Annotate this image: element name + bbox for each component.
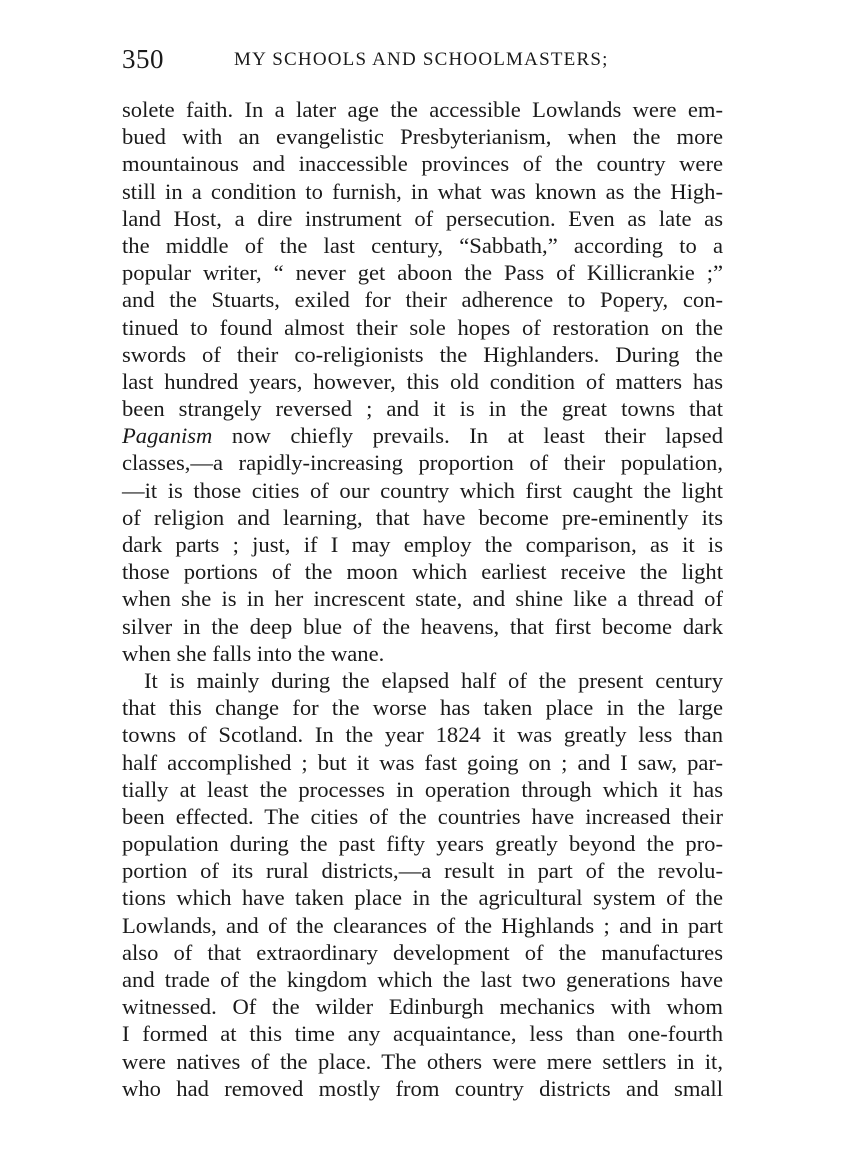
page-header (122, 44, 728, 80)
text-line: who had removed mostly from country districts and small (122, 1075, 723, 1101)
text-line: land Host, a dire instrument of persecution. Even as late as (122, 205, 723, 231)
text-line: been effected. The cities of the countries have increased their (122, 803, 723, 829)
text-line: that this change for the worse has taken place in the large (122, 695, 723, 721)
text-line: dark parts ; just, if I may employ the comparison, as it is (122, 532, 723, 557)
text-line: mountainous and inaccessible provinces of the country were (122, 151, 723, 177)
paragraph (122, 667, 723, 1102)
text-line: tions which have taken place in the agricultural system of the (122, 885, 723, 911)
text-line: and the Stuarts, exiled for their adherence to Popery, con- (122, 287, 723, 313)
text-line: portion of its rural districts,—a result in part of the revolu- (122, 858, 723, 884)
text-line: swords of their co-religionists the Highlanders. During the (122, 341, 723, 367)
text-line: were natives of the place. The others were mere settlers in it, (122, 1048, 723, 1074)
text-line: been strangely reversed ; and it is in the great towns that (122, 396, 723, 422)
text-line: tially at least the processes in operation through which it has (122, 776, 723, 802)
text-line: tinued to found almost their sole hopes of restoration on the (122, 314, 723, 340)
text-line: —it is those cities of our country which first caught the light (122, 477, 723, 503)
text-line: I formed at this time any acquaintance, less than one-fourth (122, 1021, 723, 1047)
text-line: silver in the deep blue of the heavens, that first become dark (122, 613, 723, 639)
text-line: still in a condition to furnish, in what was known as the High- (122, 178, 723, 204)
text-line: and trade of the kingdom which the last two generations have (122, 967, 723, 992)
text-line: classes,—a rapidly-increasing proportion of their population, (122, 450, 723, 476)
text-line: It is mainly during the elapsed half of the present century (144, 667, 723, 693)
text-line: bued with an evangelistic Presbyterianism, when the more (122, 124, 723, 150)
text-line: half accomplished ; but it was fast going on ; and I saw, par- (122, 749, 723, 775)
text-line: when she falls into the wane. (122, 640, 385, 666)
text-line-with-italic (122, 422, 723, 449)
text-line-rest: now chiefly prevails. In at least their lapsed (231, 423, 723, 449)
text-line: those portions of the moon which earliest receive the light (122, 559, 723, 585)
body-text (122, 96, 723, 1102)
italic-word: Paganism (122, 423, 213, 449)
text-line: popular writer, “ never get aboon the Pass of Killicrankie ;” (122, 260, 723, 286)
text-line: witnessed. Of the wilder Edinburgh mechanics with whom (122, 994, 723, 1020)
text-line: Lowlands, and of the clearances of the Highlands ; and in part (122, 912, 723, 938)
text-line: of religion and learning, that have become pre-eminently its (122, 504, 723, 530)
text-line: also of that extraordinary development of the manufactures (122, 939, 723, 965)
text-line: last hundred years, however, this old condition of matters has (122, 368, 723, 394)
text-line: the middle of the last century, “Sabbath,” according to a (122, 232, 723, 258)
paragraph (122, 96, 723, 667)
text-line: towns of Scotland. In the year 1824 it was greatly less than (122, 722, 723, 748)
text-line: when she is in her increscent state, and shine like a thread of (122, 586, 723, 612)
page-number: 350 (122, 44, 164, 74)
text-line: population during the past fifty years greatly beyond the pro- (122, 831, 723, 857)
running-head: MY SCHOOLS AND SCHOOLMASTERS; (234, 49, 609, 70)
text-line: solete faith. In a later age the accessible Lowlands were em- (122, 97, 723, 122)
